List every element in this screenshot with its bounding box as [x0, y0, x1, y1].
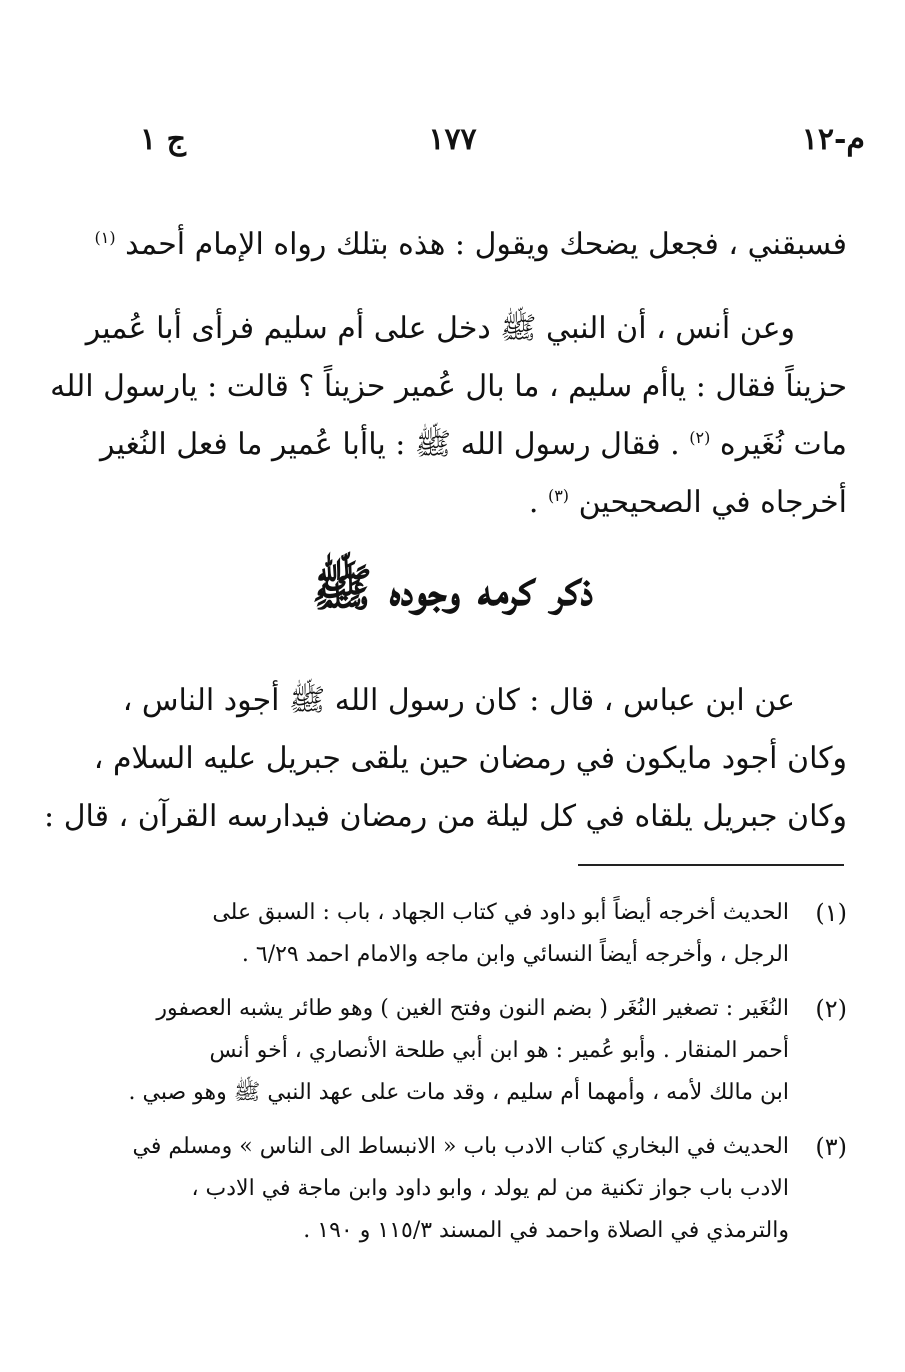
signature-mark: م-١٢ — [801, 122, 865, 157]
section-heading: ذكر كرمه وجوده ﷺ — [311, 558, 594, 617]
volume-label: ج ١ — [140, 122, 186, 157]
page-number: ١٧٧ — [428, 122, 477, 157]
footnote-3 — [132, 1126, 847, 1252]
footnote-line: والترمذي في الصلاة واحمد في المسند ١١٥/٣ و ١٩٠ . — [303, 1218, 789, 1243]
text-fragment: مات نُغَيره — [719, 427, 847, 462]
footnote-line: الحديث أخرجه أيضاً أبو داود في كتاب الجهاد ، باب : السبق على — [212, 900, 789, 925]
footnote-line: الحديث في البخاري كتاب الادب باب « الانبساط الى الناس » ومسلم في — [132, 1134, 789, 1159]
text-line: وكان جبريل يلقاه في كل ليلة من رمضان فيدارسه القرآن ، قال : — [44, 799, 847, 834]
intro-line — [94, 216, 847, 274]
intro-text: فسبقني ، فجعل يضحك ويقول : هذه بتلك رواه الإمام أحمد — [125, 227, 847, 262]
footnote-2 — [128, 988, 847, 1114]
footnote-1 — [140, 892, 847, 976]
text-line — [100, 416, 847, 474]
footnote-line: الرجل ، وأخرجه أيضاً النسائي وابن ماجه والامام احمد ٦/٢٩ . — [241, 942, 789, 967]
text-fragment: . — [528, 485, 539, 520]
footnote-line: الادب باب جواز تكنية من لم يولد ، وابو داود وابن ماجة في الادب ، — [191, 1176, 789, 1201]
footnote-ref-2: (٢) — [689, 428, 711, 447]
paragraph-ibn-abbas — [44, 672, 847, 846]
footnote-line: ابن مالك لأمه ، وأمهما أم سليم ، وقد مات على عهد النبي ﷺ وهو صبي . — [128, 1080, 789, 1105]
text-line: وكان أجود مايكون في رمضان حين يلقى جبريل عليه السلام ، — [93, 741, 847, 776]
footnote-ref-1: (١) — [94, 228, 116, 247]
footnote-separator — [578, 864, 844, 866]
text-line — [140, 474, 847, 532]
footnote-number: (١) — [815, 899, 847, 927]
footnote-line: أحمر المنقار . وأبو عُمير : هو ابن أبي طلحة الأنصاري ، أخو أنس — [209, 1038, 789, 1063]
paragraph-anas — [50, 300, 847, 532]
footnote-number: (٢) — [815, 995, 847, 1023]
footnote-number: (٣) — [815, 1133, 847, 1161]
text-line: وعن أنس ، أن النبي ﷺ دخل على أم سليم فرأى أبا عُمير — [85, 311, 795, 346]
text-fragment: . فقال رسول الله ﷺ : ياأبا عُمير ما فعل النُغير — [100, 427, 680, 462]
footnote-line: النُغَير : تصغير النُغَر ( بضم النون وفتح الغين ) وهو طائر يشبه العصفور — [156, 996, 789, 1021]
text-line: حزيناً فقال : ياأم سليم ، ما بال عُمير حزيناً ؟ قالت : يارسول الله — [50, 369, 847, 404]
footnote-ref-3: (٣) — [547, 486, 570, 505]
text-line: عن ابن عباس ، قال : كان رسول الله ﷺ أجود الناس ، — [122, 683, 795, 718]
text-fragment: أخرجاه في الصحيحين — [578, 485, 847, 520]
